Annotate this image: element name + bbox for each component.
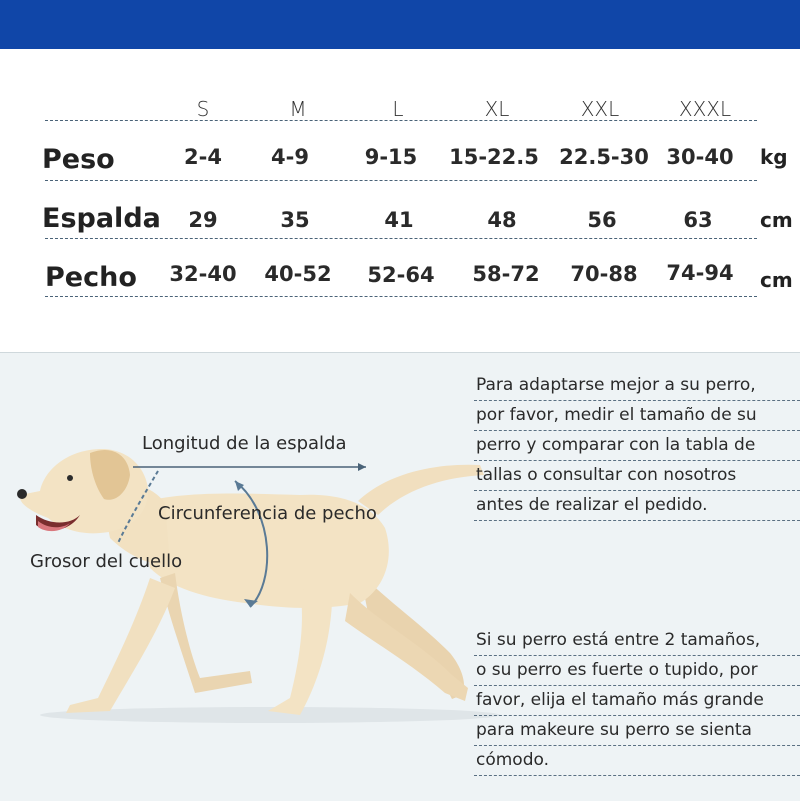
back-length-label: Longitud de la espalda — [142, 433, 347, 454]
weight-xxxl: 30-40 — [666, 145, 734, 169]
weight-s: 2-4 — [184, 145, 222, 169]
note-line: por favor, medir el tamaño de su — [474, 401, 800, 431]
note-line: tallas o consultar con nosotros — [474, 461, 800, 491]
back-xl: 48 — [487, 208, 517, 232]
divider — [45, 238, 757, 239]
note-line: o su perro es fuerte o tupido, por — [474, 656, 800, 686]
size-header-m: M — [289, 97, 307, 121]
divider — [45, 296, 757, 297]
back-xxl: 56 — [587, 208, 617, 232]
back-unit: cm — [760, 208, 793, 232]
note-line: Si su perro está entre 2 tamaños, — [474, 626, 800, 656]
divider — [45, 120, 757, 121]
note-line: para makeure su perro se sienta — [474, 716, 800, 746]
size-header-xxxl: XXXL — [678, 97, 732, 121]
chest-xl: 58-72 — [472, 262, 540, 286]
chest-unit: cm — [760, 268, 793, 292]
weight-xl: 15-22.5 — [449, 145, 539, 169]
chest-l: 52-64 — [367, 263, 435, 287]
row-label-back: Espalda — [42, 203, 161, 234]
back-l: 41 — [384, 208, 414, 232]
chest-xxxl: 74-94 — [666, 261, 734, 285]
note-line: antes de realizar el pedido. — [474, 491, 800, 521]
measurement-guide — [0, 352, 800, 801]
back-m: 35 — [280, 208, 310, 232]
chest-s: 32-40 — [169, 262, 237, 286]
divider — [45, 180, 757, 181]
row-label-weight: Peso — [42, 144, 115, 175]
weight-m: 4-9 — [271, 145, 309, 169]
between-sizes-advice — [474, 626, 800, 776]
size-header-l: L — [392, 97, 404, 121]
neck-label: Grosor del cuello — [30, 551, 183, 572]
note-line: favor, elija el tamaño más grande — [474, 686, 800, 716]
row-label-chest: Pecho — [45, 262, 137, 293]
size-header-xl: XL — [484, 97, 510, 121]
chest-m: 40-52 — [264, 262, 332, 286]
weight-xxl: 22.5-30 — [559, 145, 649, 169]
note-line: perro y comparar con la tabla de — [474, 431, 800, 461]
size-header-xxl: XXL — [580, 97, 620, 121]
weight-l: 9-15 — [364, 145, 418, 169]
weight-unit: kg — [760, 145, 788, 169]
note-line: Para adaptarse mejor a su perro, — [474, 371, 800, 401]
chest-xxl: 70-88 — [570, 262, 638, 286]
size-table — [0, 60, 800, 320]
chest-label: Circunferencia de pecho — [158, 503, 377, 524]
header-bar — [0, 0, 800, 49]
back-xxxl: 63 — [683, 208, 713, 232]
size-header-s: S — [196, 97, 210, 121]
back-s: 29 — [188, 208, 218, 232]
note-line: cómodo. — [474, 746, 800, 776]
measure-instructions — [474, 371, 800, 521]
